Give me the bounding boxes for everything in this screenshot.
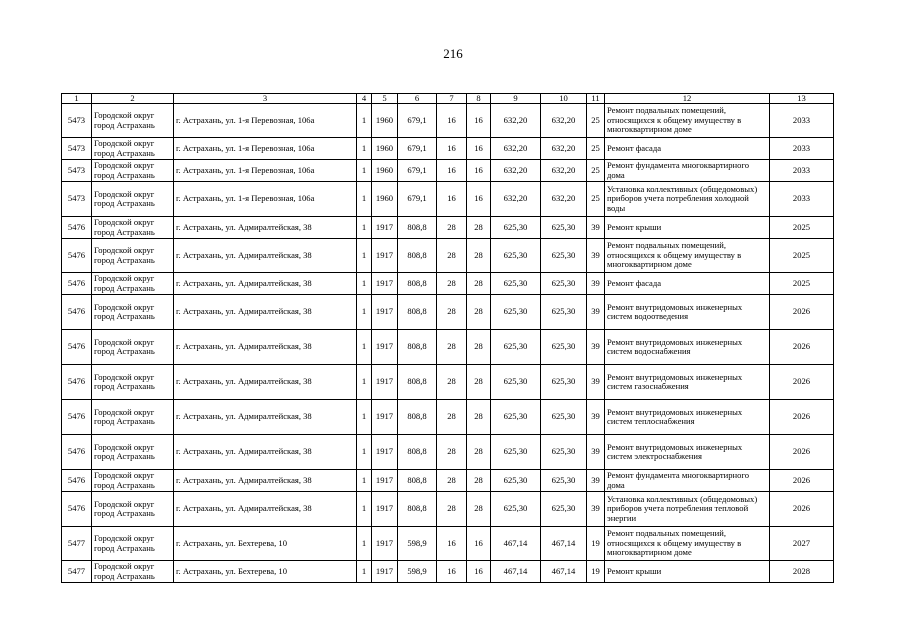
cell-col7: 28 [437,492,467,527]
cell-municipality: Городской округ город Астрахань [92,138,174,160]
cell-col7: 28 [437,217,467,239]
cell-address: г. Астрахань, ул. Адмиралтейская, 38 [174,470,357,492]
cell-record-id: 5476 [62,470,92,492]
cell-area: 679,1 [398,182,437,217]
cell-record-id: 5473 [62,160,92,182]
cell-col11: 19 [587,527,605,561]
cell-col11: 39 [587,435,605,470]
cell-record-id: 5476 [62,273,92,295]
cell-col10: 625,30 [541,492,587,527]
cell-col7: 16 [437,182,467,217]
cell-year: 1917 [372,239,398,273]
table-row [62,217,834,239]
cell-col11: 39 [587,217,605,239]
cell-col7: 28 [437,365,467,400]
table-row [62,330,834,365]
table-header-row [62,94,834,104]
cell-area: 808,8 [398,330,437,365]
table-row [62,365,834,400]
cell-plan-year: 2026 [770,365,834,400]
cell-col11: 39 [587,239,605,273]
cell-municipality: Городской округ город Астрахань [92,273,174,295]
cell-record-id: 5476 [62,400,92,435]
table-row [62,492,834,527]
cell-col7: 16 [437,561,467,583]
cell-col9: 625,30 [491,470,541,492]
cell-col10: 625,30 [541,217,587,239]
cell-col7: 16 [437,138,467,160]
cell-work-type: Ремонт крыши [605,561,770,583]
cell-address: г. Астрахань, ул. Адмиралтейская, 38 [174,330,357,365]
cell-col8: 28 [467,400,491,435]
cell-col8: 28 [467,330,491,365]
table-row [62,295,834,330]
cell-col11: 39 [587,365,605,400]
cell-col11: 39 [587,273,605,295]
table-row [62,527,834,561]
cell-col7: 16 [437,527,467,561]
cell-col7: 28 [437,330,467,365]
cell-municipality: Городской округ город Астрахань [92,470,174,492]
cell-col9: 632,20 [491,182,541,217]
cell-work-type: Ремонт подвальных помещений, относящихся к общему имуществу в многоквартирном доме [605,104,770,138]
cell-col10: 625,30 [541,435,587,470]
cell-address: г. Астрахань, ул. Адмиралтейская, 38 [174,365,357,400]
cell-col10: 625,30 [541,400,587,435]
cell-plan-year: 2026 [770,400,834,435]
cell-municipality: Городской округ город Астрахань [92,435,174,470]
header-cell: 3 [174,94,357,104]
cell-col8: 28 [467,273,491,295]
cell-col9: 467,14 [491,527,541,561]
cell-work-type: Ремонт фасада [605,138,770,160]
cell-plan-year: 2026 [770,330,834,365]
header-cell: 2 [92,94,174,104]
cell-plan-year: 2028 [770,561,834,583]
cell-address: г. Астрахань, ул. 1-я Перевозная, 106а [174,138,357,160]
cell-plan-year: 2025 [770,239,834,273]
register-table [61,93,834,583]
cell-col10: 625,30 [541,239,587,273]
cell-municipality: Городской округ город Астрахань [92,561,174,583]
cell-col4: 1 [357,330,372,365]
cell-col7: 28 [437,295,467,330]
cell-area: 808,8 [398,435,437,470]
cell-plan-year: 2026 [770,295,834,330]
cell-col4: 1 [357,217,372,239]
cell-col8: 16 [467,160,491,182]
cell-col9: 625,30 [491,273,541,295]
cell-col9: 625,30 [491,217,541,239]
cell-col11: 39 [587,400,605,435]
cell-col11: 25 [587,160,605,182]
cell-col8: 16 [467,527,491,561]
cell-municipality: Городской округ город Астрахань [92,365,174,400]
cell-plan-year: 2025 [770,217,834,239]
cell-col10: 467,14 [541,561,587,583]
cell-col9: 625,30 [491,435,541,470]
cell-work-type: Ремонт внутридомовых инженерных систем электроснабжения [605,435,770,470]
cell-col7: 28 [437,400,467,435]
cell-col4: 1 [357,239,372,273]
cell-work-type: Ремонт внутридомовых инженерных систем водоснабжения [605,330,770,365]
cell-col8: 28 [467,435,491,470]
cell-col9: 632,20 [491,138,541,160]
cell-area: 598,9 [398,527,437,561]
cell-col8: 16 [467,561,491,583]
cell-col9: 632,20 [491,104,541,138]
cell-area: 679,1 [398,104,437,138]
cell-col9: 632,20 [491,160,541,182]
cell-plan-year: 2025 [770,273,834,295]
cell-col4: 1 [357,470,372,492]
cell-area: 808,8 [398,365,437,400]
cell-record-id: 5476 [62,239,92,273]
cell-col4: 1 [357,527,372,561]
cell-col9: 625,30 [491,400,541,435]
cell-address: г. Астрахань, ул. Бехтерева, 10 [174,527,357,561]
cell-col4: 1 [357,273,372,295]
cell-municipality: Городской округ город Астрахань [92,400,174,435]
cell-col10: 625,30 [541,273,587,295]
cell-col11: 25 [587,138,605,160]
cell-municipality: Городской округ город Астрахань [92,295,174,330]
header-cell: 1 [62,94,92,104]
cell-address: г. Астрахань, ул. 1-я Перевозная, 106а [174,182,357,217]
table-row [62,182,834,217]
header-cell: 12 [605,94,770,104]
table-row [62,470,834,492]
cell-col9: 625,30 [491,239,541,273]
cell-year: 1917 [372,561,398,583]
cell-address: г. Астрахань, ул. Бехтерева, 10 [174,561,357,583]
table-row [62,561,834,583]
cell-year: 1960 [372,104,398,138]
cell-record-id: 5473 [62,104,92,138]
cell-col7: 16 [437,104,467,138]
cell-plan-year: 2033 [770,104,834,138]
cell-year: 1960 [372,182,398,217]
cell-col7: 28 [437,470,467,492]
cell-col8: 28 [467,295,491,330]
cell-area: 808,8 [398,470,437,492]
cell-col4: 1 [357,492,372,527]
cell-municipality: Городской округ город Астрахань [92,330,174,365]
cell-col8: 28 [467,470,491,492]
cell-area: 808,8 [398,239,437,273]
cell-col4: 1 [357,182,372,217]
cell-year: 1917 [372,295,398,330]
cell-plan-year: 2033 [770,160,834,182]
cell-work-type: Ремонт внутридомовых инженерных систем теплоснабжения [605,400,770,435]
cell-year: 1917 [372,492,398,527]
cell-work-type: Ремонт фасада [605,273,770,295]
cell-plan-year: 2027 [770,527,834,561]
cell-col11: 39 [587,492,605,527]
cell-col10: 625,30 [541,330,587,365]
header-cell: 7 [437,94,467,104]
cell-col7: 28 [437,435,467,470]
cell-col10: 632,20 [541,138,587,160]
cell-area: 808,8 [398,273,437,295]
cell-col11: 39 [587,470,605,492]
table-row [62,400,834,435]
cell-col8: 28 [467,365,491,400]
cell-plan-year: 2033 [770,182,834,217]
cell-col10: 632,20 [541,104,587,138]
cell-area: 598,9 [398,561,437,583]
cell-col9: 625,30 [491,365,541,400]
cell-work-type: Ремонт фундамента многоквартирного дома [605,160,770,182]
cell-address: г. Астрахань, ул. Адмиралтейская, 38 [174,295,357,330]
cell-area: 808,8 [398,492,437,527]
cell-record-id: 5477 [62,561,92,583]
cell-work-type: Установка коллективных (общедомовых) приборов учета потребления холодной воды [605,182,770,217]
cell-area: 679,1 [398,160,437,182]
cell-work-type: Ремонт внутридомовых инженерных систем водоотведения [605,295,770,330]
cell-year: 1917 [372,217,398,239]
cell-col9: 467,14 [491,561,541,583]
cell-year: 1917 [372,435,398,470]
cell-municipality: Городской округ город Астрахань [92,527,174,561]
cell-col8: 28 [467,239,491,273]
cell-address: г. Астрахань, ул. Адмиралтейская, 38 [174,217,357,239]
cell-work-type: Ремонт фундамента многоквартирного дома [605,470,770,492]
cell-col4: 1 [357,365,372,400]
cell-col4: 1 [357,104,372,138]
cell-work-type: Ремонт крыши [605,217,770,239]
cell-col4: 1 [357,400,372,435]
cell-col9: 625,30 [491,330,541,365]
cell-municipality: Городской округ город Астрахань [92,182,174,217]
cell-address: г. Астрахань, ул. 1-я Перевозная, 106а [174,160,357,182]
cell-record-id: 5476 [62,435,92,470]
cell-year: 1917 [372,273,398,295]
cell-area: 808,8 [398,400,437,435]
cell-municipality: Городской округ город Астрахань [92,239,174,273]
cell-area: 808,8 [398,295,437,330]
cell-plan-year: 2033 [770,138,834,160]
cell-work-type: Ремонт подвальных помещений, относящихся к общему имуществу в многоквартирном доме [605,527,770,561]
cell-year: 1917 [372,527,398,561]
cell-col8: 16 [467,182,491,217]
cell-record-id: 5476 [62,295,92,330]
cell-year: 1917 [372,365,398,400]
cell-record-id: 5473 [62,138,92,160]
cell-col10: 625,30 [541,365,587,400]
cell-col7: 28 [437,239,467,273]
cell-col4: 1 [357,160,372,182]
cell-col11: 39 [587,330,605,365]
header-cell: 8 [467,94,491,104]
cell-col10: 625,30 [541,470,587,492]
cell-year: 1917 [372,330,398,365]
cell-record-id: 5476 [62,365,92,400]
cell-plan-year: 2026 [770,435,834,470]
table-row [62,239,834,273]
cell-address: г. Астрахань, ул. 1-я Перевозная, 106а [174,104,357,138]
cell-address: г. Астрахань, ул. Адмиралтейская, 38 [174,400,357,435]
cell-col8: 28 [467,492,491,527]
table-row [62,104,834,138]
header-cell: 13 [770,94,834,104]
cell-record-id: 5473 [62,182,92,217]
cell-municipality: Городской округ город Астрахань [92,492,174,527]
cell-work-type: Ремонт подвальных помещений, относящихся к общему имуществу в многоквартирном доме [605,239,770,273]
cell-col11: 39 [587,295,605,330]
cell-col4: 1 [357,435,372,470]
cell-col7: 28 [437,273,467,295]
header-cell: 4 [357,94,372,104]
table-row [62,160,834,182]
cell-col8: 16 [467,104,491,138]
cell-col9: 625,30 [491,492,541,527]
cell-work-type: Установка коллективных (общедомовых) приборов учета потребления тепловой энергии [605,492,770,527]
cell-record-id: 5476 [62,330,92,365]
header-cell: 11 [587,94,605,104]
cell-plan-year: 2026 [770,492,834,527]
cell-municipality: Городской округ город Астрахань [92,104,174,138]
cell-col4: 1 [357,295,372,330]
table-row [62,138,834,160]
cell-col9: 625,30 [491,295,541,330]
table-row [62,273,834,295]
cell-record-id: 5477 [62,527,92,561]
header-cell: 9 [491,94,541,104]
cell-work-type: Ремонт внутридомовых инженерных систем газоснабжения [605,365,770,400]
header-cell: 6 [398,94,437,104]
cell-col11: 25 [587,182,605,217]
table-body [62,94,834,583]
cell-col10: 632,20 [541,182,587,217]
table-row [62,435,834,470]
header-cell: 10 [541,94,587,104]
cell-col10: 632,20 [541,160,587,182]
cell-area: 808,8 [398,217,437,239]
cell-col4: 1 [357,138,372,160]
page-number: 216 [443,46,463,61]
cell-col10: 467,14 [541,527,587,561]
cell-address: г. Астрахань, ул. Адмиралтейская, 38 [174,435,357,470]
cell-col10: 625,30 [541,295,587,330]
cell-address: г. Астрахань, ул. Адмиралтейская, 38 [174,492,357,527]
cell-col11: 25 [587,104,605,138]
cell-year: 1917 [372,470,398,492]
cell-address: г. Астрахань, ул. Адмиралтейская, 38 [174,239,357,273]
cell-municipality: Городской округ город Астрахань [92,217,174,239]
cell-year: 1960 [372,138,398,160]
cell-col11: 19 [587,561,605,583]
cell-plan-year: 2026 [770,470,834,492]
cell-record-id: 5476 [62,217,92,239]
header-cell: 5 [372,94,398,104]
cell-col8: 16 [467,138,491,160]
cell-area: 679,1 [398,138,437,160]
cell-col4: 1 [357,561,372,583]
cell-year: 1960 [372,160,398,182]
cell-col7: 16 [437,160,467,182]
cell-col8: 28 [467,217,491,239]
cell-address: г. Астрахань, ул. Адмиралтейская, 38 [174,273,357,295]
cell-year: 1917 [372,400,398,435]
cell-municipality: Городской округ город Астрахань [92,160,174,182]
cell-record-id: 5476 [62,492,92,527]
